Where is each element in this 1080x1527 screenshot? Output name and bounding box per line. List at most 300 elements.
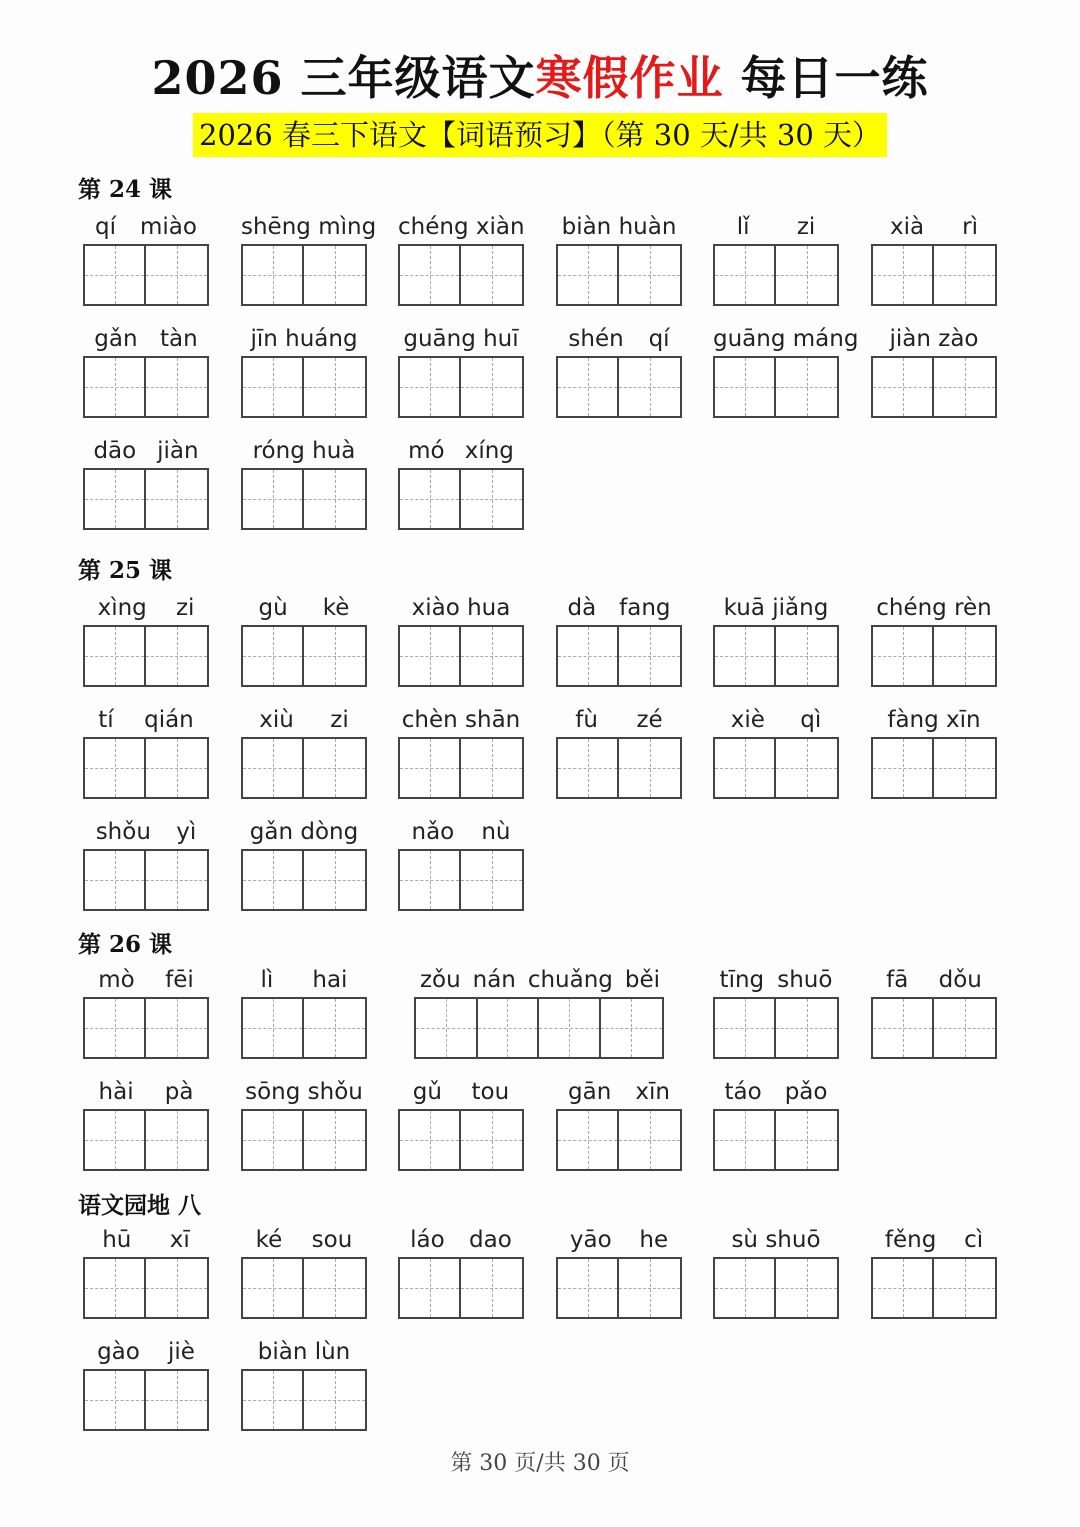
pinyin-syllable: fā bbox=[886, 967, 909, 993]
pinyin-label bbox=[871, 699, 997, 733]
pinyin-syllable: guāng máng bbox=[713, 326, 859, 352]
tianzige-cell[interactable] bbox=[243, 1371, 304, 1429]
tianzige-cell[interactable] bbox=[776, 1111, 837, 1169]
tianzige-cell[interactable] bbox=[601, 999, 662, 1057]
pinyin-syllable: gǎn dòng bbox=[249, 819, 359, 845]
pinyin-syllable: chuǎng bbox=[527, 967, 613, 993]
word-item bbox=[241, 1071, 367, 1105]
word-item bbox=[414, 959, 666, 993]
writing-grid[interactable] bbox=[83, 1257, 209, 1319]
pinyin-label bbox=[83, 206, 209, 240]
section-title: 第 24 课 bbox=[78, 176, 173, 203]
pinyin-label bbox=[241, 206, 377, 240]
tianzige-cell[interactable] bbox=[461, 1111, 522, 1169]
writing-grid[interactable] bbox=[556, 244, 682, 306]
tianzige-cell[interactable] bbox=[776, 1259, 837, 1317]
tianzige-cell[interactable] bbox=[400, 739, 461, 797]
pinyin-label bbox=[241, 1071, 367, 1105]
tianzige-cell[interactable] bbox=[146, 627, 207, 685]
page-title bbox=[0, 48, 1080, 108]
pinyin-label bbox=[83, 318, 209, 352]
pinyin-syllable: chèn shān bbox=[401, 707, 521, 733]
pinyin-syllable: chéng xiàn bbox=[398, 214, 525, 240]
word-item bbox=[241, 959, 367, 993]
tianzige-cell[interactable] bbox=[304, 358, 365, 416]
pinyin-label bbox=[398, 1219, 524, 1253]
pinyin-syllable: xiù bbox=[259, 707, 294, 733]
pinyin-syllable: qì bbox=[800, 707, 822, 733]
pinyin-label bbox=[871, 959, 997, 993]
tianzige-cell[interactable] bbox=[873, 1259, 934, 1317]
tianzige-cell[interactable] bbox=[619, 246, 680, 304]
tianzige-cell[interactable] bbox=[934, 246, 995, 304]
tianzige-cell[interactable] bbox=[243, 358, 304, 416]
pinyin-label bbox=[83, 1071, 209, 1105]
pinyin-syllable: guāng huī bbox=[403, 326, 519, 352]
tianzige-cell[interactable] bbox=[304, 246, 365, 304]
tianzige-cell[interactable] bbox=[539, 999, 601, 1057]
writing-grid[interactable] bbox=[83, 737, 209, 799]
pinyin-syllable: shuō bbox=[777, 967, 833, 993]
tianzige-cell[interactable] bbox=[243, 851, 304, 909]
tianzige-cell[interactable] bbox=[85, 851, 146, 909]
pinyin-syllable: dāo bbox=[93, 438, 137, 464]
writing-grid[interactable] bbox=[398, 1257, 524, 1319]
tianzige-cell[interactable] bbox=[776, 246, 837, 304]
writing-grid[interactable] bbox=[398, 1109, 524, 1171]
pinyin-syllable: biàn lùn bbox=[257, 1339, 351, 1365]
tianzige-cell[interactable] bbox=[146, 246, 207, 304]
tianzige-cell[interactable] bbox=[416, 999, 478, 1057]
writing-grid[interactable] bbox=[241, 1369, 367, 1431]
tianzige-cell[interactable] bbox=[304, 470, 365, 528]
writing-grid[interactable] bbox=[556, 1109, 682, 1171]
writing-grid[interactable] bbox=[556, 1257, 682, 1319]
pinyin-label bbox=[398, 206, 524, 240]
word-item bbox=[398, 1219, 524, 1253]
pinyin-syllable: tīng bbox=[719, 967, 765, 993]
pinyin-label bbox=[556, 1219, 682, 1253]
tianzige-cell[interactable] bbox=[715, 246, 776, 304]
tianzige-cell[interactable] bbox=[558, 358, 619, 416]
tianzige-cell[interactable] bbox=[461, 851, 522, 909]
pinyin-syllable: dao bbox=[469, 1227, 512, 1253]
writing-grid[interactable] bbox=[83, 1369, 209, 1431]
tianzige-cell[interactable] bbox=[619, 358, 680, 416]
pinyin-syllable: qián bbox=[144, 707, 194, 733]
pinyin-syllable: jiè bbox=[167, 1339, 195, 1365]
pinyin-syllable: qí bbox=[95, 214, 116, 240]
word-item bbox=[398, 318, 524, 352]
tianzige-cell[interactable] bbox=[146, 358, 207, 416]
writing-grid[interactable] bbox=[414, 997, 664, 1059]
word-item bbox=[556, 587, 682, 621]
tianzige-cell[interactable] bbox=[776, 358, 837, 416]
tianzige-cell[interactable] bbox=[146, 739, 207, 797]
writing-grid[interactable] bbox=[398, 625, 524, 687]
pinyin-syllable: hài bbox=[98, 1079, 134, 1105]
pinyin-syllable: xīn bbox=[635, 1079, 670, 1105]
writing-grid[interactable] bbox=[241, 737, 367, 799]
tianzige-cell[interactable] bbox=[461, 739, 522, 797]
writing-grid[interactable] bbox=[713, 244, 839, 306]
tianzige-cell[interactable] bbox=[934, 999, 995, 1057]
pinyin-label bbox=[241, 811, 367, 845]
writing-grid[interactable] bbox=[83, 1109, 209, 1171]
pinyin-syllable: rì bbox=[962, 214, 978, 240]
tianzige-cell[interactable] bbox=[304, 739, 365, 797]
pinyin-label bbox=[241, 1219, 367, 1253]
pinyin-label bbox=[556, 699, 682, 733]
pinyin-label bbox=[414, 959, 666, 993]
writing-grid[interactable] bbox=[83, 356, 209, 418]
pinyin-syllable: nǎo bbox=[411, 819, 455, 845]
word-item bbox=[83, 318, 209, 352]
word-item bbox=[871, 699, 997, 733]
writing-grid[interactable] bbox=[713, 1109, 839, 1171]
tianzige-cell[interactable] bbox=[85, 1371, 146, 1429]
word-item bbox=[83, 959, 209, 993]
writing-grid[interactable] bbox=[871, 997, 997, 1059]
pinyin-label bbox=[83, 430, 209, 464]
pinyin-syllable: xiào hua bbox=[411, 595, 511, 621]
pinyin-syllable: kuā jiǎng bbox=[723, 595, 829, 621]
tianzige-cell[interactable] bbox=[776, 739, 837, 797]
pinyin-label bbox=[83, 1331, 209, 1365]
word-item bbox=[398, 1071, 524, 1105]
word-item bbox=[713, 699, 839, 733]
tianzige-cell[interactable] bbox=[873, 999, 934, 1057]
pinyin-syllable: chéng rèn bbox=[876, 595, 992, 621]
tianzige-cell[interactable] bbox=[934, 358, 995, 416]
word-item bbox=[556, 1219, 682, 1253]
pinyin-syllable: dǒu bbox=[938, 967, 982, 993]
tianzige-cell[interactable] bbox=[243, 246, 304, 304]
tianzige-cell[interactable] bbox=[304, 999, 365, 1057]
pinyin-syllable: gù bbox=[258, 595, 288, 621]
tianzige-cell[interactable] bbox=[304, 851, 365, 909]
pinyin-syllable: yì bbox=[176, 819, 197, 845]
tianzige-cell[interactable] bbox=[146, 1111, 207, 1169]
word-item bbox=[713, 206, 839, 240]
pinyin-label bbox=[241, 1331, 367, 1365]
tianzige-cell[interactable] bbox=[85, 1111, 146, 1169]
writing-grid[interactable] bbox=[241, 1257, 367, 1319]
pinyin-syllable: qí bbox=[648, 326, 670, 352]
pinyin-label bbox=[871, 206, 997, 240]
tianzige-cell[interactable] bbox=[243, 1111, 304, 1169]
writing-grid[interactable] bbox=[398, 737, 524, 799]
writing-grid[interactable] bbox=[398, 849, 524, 911]
pinyin-syllable: biàn huàn bbox=[561, 214, 677, 240]
pinyin-syllable: xìng bbox=[97, 595, 147, 621]
writing-grid[interactable] bbox=[83, 849, 209, 911]
tianzige-cell[interactable] bbox=[619, 739, 680, 797]
tianzige-cell[interactable] bbox=[304, 1259, 365, 1317]
tianzige-cell[interactable] bbox=[873, 627, 934, 685]
pinyin-syllable: xiè bbox=[730, 707, 765, 733]
word-item bbox=[83, 1071, 209, 1105]
page-subtitle: 2026 春三下语文【词语预习】（第 30 天/共 30 天） bbox=[193, 113, 887, 157]
pinyin-syllable: cì bbox=[964, 1227, 984, 1253]
tianzige-cell[interactable] bbox=[461, 1259, 522, 1317]
writing-grid[interactable] bbox=[241, 468, 367, 530]
writing-grid[interactable] bbox=[556, 625, 682, 687]
tianzige-cell[interactable] bbox=[85, 739, 146, 797]
word-item bbox=[398, 206, 524, 240]
title-daily: 每日一练 bbox=[723, 51, 929, 105]
tianzige-cell[interactable] bbox=[558, 1259, 619, 1317]
writing-grid[interactable] bbox=[241, 849, 367, 911]
tianzige-cell[interactable] bbox=[873, 358, 934, 416]
word-item bbox=[713, 318, 859, 352]
tianzige-cell[interactable] bbox=[85, 470, 146, 528]
pinyin-syllable: miào bbox=[140, 214, 197, 240]
writing-grid[interactable] bbox=[83, 468, 209, 530]
pinyin-syllable: xī bbox=[169, 1227, 190, 1253]
word-item bbox=[871, 587, 997, 621]
tianzige-cell[interactable] bbox=[146, 1259, 207, 1317]
pinyin-syllable: sou bbox=[311, 1227, 353, 1253]
writing-grid[interactable] bbox=[713, 737, 839, 799]
tianzige-cell[interactable] bbox=[478, 999, 540, 1057]
writing-grid[interactable] bbox=[871, 737, 997, 799]
tianzige-cell[interactable] bbox=[400, 851, 461, 909]
tianzige-cell[interactable] bbox=[558, 627, 619, 685]
pinyin-label bbox=[398, 699, 524, 733]
tianzige-cell[interactable] bbox=[934, 627, 995, 685]
pinyin-syllable: nù bbox=[481, 819, 511, 845]
word-item bbox=[871, 318, 997, 352]
tianzige-cell[interactable] bbox=[461, 470, 522, 528]
pinyin-syllable: jīn huáng bbox=[250, 326, 358, 352]
pinyin-syllable: fěng bbox=[884, 1227, 937, 1253]
pinyin-syllable: sōng shǒu bbox=[245, 1079, 363, 1105]
pinyin-syllable: shén bbox=[568, 326, 624, 352]
tianzige-cell[interactable] bbox=[715, 627, 776, 685]
writing-grid[interactable] bbox=[241, 244, 367, 306]
writing-grid[interactable] bbox=[871, 356, 997, 418]
tianzige-cell[interactable] bbox=[146, 470, 207, 528]
word-item bbox=[398, 430, 524, 464]
tianzige-cell[interactable] bbox=[934, 739, 995, 797]
tianzige-cell[interactable] bbox=[873, 739, 934, 797]
tianzige-cell[interactable] bbox=[85, 627, 146, 685]
tianzige-cell[interactable] bbox=[85, 999, 146, 1057]
pinyin-syllable: fang bbox=[619, 595, 671, 621]
pinyin-syllable: láo bbox=[410, 1227, 445, 1253]
writing-grid[interactable] bbox=[241, 997, 367, 1059]
tianzige-cell[interactable] bbox=[243, 739, 304, 797]
tianzige-cell[interactable] bbox=[85, 246, 146, 304]
tianzige-cell[interactable] bbox=[619, 627, 680, 685]
pinyin-syllable: nán bbox=[472, 967, 516, 993]
word-item bbox=[556, 699, 682, 733]
writing-grid[interactable] bbox=[398, 244, 524, 306]
pinyin-label bbox=[241, 959, 367, 993]
tianzige-cell[interactable] bbox=[400, 358, 461, 416]
tianzige-cell[interactable] bbox=[85, 1259, 146, 1317]
tianzige-cell[interactable] bbox=[400, 1259, 461, 1317]
writing-grid[interactable] bbox=[556, 737, 682, 799]
writing-grid[interactable] bbox=[398, 468, 524, 530]
tianzige-cell[interactable] bbox=[400, 627, 461, 685]
pinyin-label bbox=[556, 1071, 682, 1105]
writing-grid[interactable] bbox=[398, 356, 524, 418]
pinyin-label bbox=[713, 1071, 839, 1105]
writing-grid[interactable] bbox=[83, 625, 209, 687]
writing-grid[interactable] bbox=[713, 625, 839, 687]
pinyin-syllable: kè bbox=[322, 595, 350, 621]
pinyin-label bbox=[713, 587, 839, 621]
word-item bbox=[241, 430, 367, 464]
pinyin-syllable: he bbox=[639, 1227, 669, 1253]
pinyin-syllable: tí bbox=[98, 707, 114, 733]
tianzige-cell[interactable] bbox=[715, 1259, 776, 1317]
writing-grid[interactable] bbox=[713, 356, 839, 418]
pinyin-syllable: táo bbox=[724, 1079, 762, 1105]
pinyin-label bbox=[871, 1219, 997, 1253]
pinyin-syllable: gǎn bbox=[94, 326, 138, 352]
pinyin-syllable: shǒu bbox=[95, 819, 151, 845]
pinyin-syllable: yāo bbox=[569, 1227, 612, 1253]
pinyin-label bbox=[871, 587, 997, 621]
word-item bbox=[241, 1219, 367, 1253]
word-item bbox=[241, 1331, 367, 1365]
writing-grid[interactable] bbox=[83, 244, 209, 306]
tianzige-cell[interactable] bbox=[243, 999, 304, 1057]
pinyin-label bbox=[241, 430, 367, 464]
word-item bbox=[83, 1331, 209, 1365]
tianzige-cell[interactable] bbox=[619, 1259, 680, 1317]
pinyin-label bbox=[398, 430, 524, 464]
pinyin-syllable: mó bbox=[408, 438, 445, 464]
writing-grid[interactable] bbox=[871, 244, 997, 306]
pinyin-label bbox=[398, 811, 524, 845]
writing-grid[interactable] bbox=[713, 1257, 839, 1319]
tianzige-cell[interactable] bbox=[715, 999, 776, 1057]
title-highlight: 寒假作业 bbox=[535, 51, 724, 105]
word-item bbox=[398, 699, 524, 733]
tianzige-cell[interactable] bbox=[715, 1111, 776, 1169]
tianzige-cell[interactable] bbox=[715, 739, 776, 797]
tianzige-cell[interactable] bbox=[85, 358, 146, 416]
pinyin-label bbox=[398, 587, 524, 621]
pinyin-label bbox=[713, 959, 839, 993]
writing-grid[interactable] bbox=[713, 997, 839, 1059]
tianzige-cell[interactable] bbox=[558, 1111, 619, 1169]
pinyin-syllable: zé bbox=[636, 707, 663, 733]
tianzige-cell[interactable] bbox=[558, 739, 619, 797]
pinyin-syllable: zi bbox=[330, 707, 349, 733]
word-item bbox=[241, 587, 367, 621]
word-item bbox=[556, 1071, 682, 1105]
word-item bbox=[398, 811, 524, 845]
word-item bbox=[83, 587, 209, 621]
pinyin-syllable: běi bbox=[624, 967, 660, 993]
pinyin-label bbox=[713, 206, 839, 240]
tianzige-cell[interactable] bbox=[461, 627, 522, 685]
pinyin-syllable: mò bbox=[98, 967, 135, 993]
writing-grid[interactable] bbox=[241, 625, 367, 687]
title-year-grade: 2026 三年级语文 bbox=[151, 51, 536, 105]
tianzige-cell[interactable] bbox=[304, 1371, 365, 1429]
pinyin-syllable: tàn bbox=[160, 326, 198, 352]
tianzige-cell[interactable] bbox=[146, 1371, 207, 1429]
tianzige-cell[interactable] bbox=[873, 246, 934, 304]
word-item bbox=[713, 959, 839, 993]
pinyin-label bbox=[398, 318, 524, 352]
word-item bbox=[556, 206, 682, 240]
pinyin-syllable: fù bbox=[575, 707, 598, 733]
tianzige-cell[interactable] bbox=[776, 999, 837, 1057]
word-item bbox=[83, 430, 209, 464]
writing-grid[interactable] bbox=[556, 356, 682, 418]
word-item bbox=[241, 318, 367, 352]
pinyin-syllable: xià bbox=[890, 214, 925, 240]
tianzige-cell[interactable] bbox=[146, 851, 207, 909]
tianzige-cell[interactable] bbox=[400, 246, 461, 304]
word-item bbox=[871, 1219, 997, 1253]
pinyin-label bbox=[713, 1219, 839, 1253]
tianzige-cell[interactable] bbox=[715, 358, 776, 416]
pinyin-syllable: gào bbox=[97, 1339, 140, 1365]
word-item bbox=[713, 1219, 839, 1253]
word-item bbox=[83, 811, 209, 845]
pinyin-syllable: dà bbox=[567, 595, 597, 621]
writing-grid[interactable] bbox=[83, 997, 209, 1059]
word-item bbox=[556, 318, 682, 352]
tianzige-cell[interactable] bbox=[243, 1259, 304, 1317]
pinyin-syllable: ké bbox=[255, 1227, 283, 1253]
pinyin-label bbox=[398, 1071, 524, 1105]
pinyin-syllable: gān bbox=[568, 1079, 612, 1105]
tianzige-cell[interactable] bbox=[243, 627, 304, 685]
pinyin-label bbox=[83, 811, 209, 845]
tianzige-cell[interactable] bbox=[304, 1111, 365, 1169]
word-item bbox=[713, 1071, 839, 1105]
writing-grid[interactable] bbox=[871, 625, 997, 687]
pinyin-label bbox=[241, 587, 367, 621]
writing-grid[interactable] bbox=[241, 1109, 367, 1171]
tianzige-cell[interactable] bbox=[243, 470, 304, 528]
pinyin-syllable: róng huà bbox=[252, 438, 356, 464]
pinyin-label bbox=[556, 587, 682, 621]
pinyin-label bbox=[83, 587, 209, 621]
pinyin-syllable: jiàn bbox=[157, 438, 199, 464]
pinyin-syllable: shēng mìng bbox=[241, 214, 377, 240]
pinyin-syllable: sù shuō bbox=[731, 1227, 821, 1253]
tianzige-cell[interactable] bbox=[461, 358, 522, 416]
tianzige-cell[interactable] bbox=[619, 1111, 680, 1169]
tianzige-cell[interactable] bbox=[400, 470, 461, 528]
tianzige-cell[interactable] bbox=[400, 1111, 461, 1169]
tianzige-cell[interactable] bbox=[558, 246, 619, 304]
word-item bbox=[241, 699, 367, 733]
pinyin-syllable: zi bbox=[175, 595, 195, 621]
word-item bbox=[241, 206, 377, 240]
tianzige-cell[interactable] bbox=[934, 1259, 995, 1317]
tianzige-cell[interactable] bbox=[304, 627, 365, 685]
pinyin-syllable: fàng xīn bbox=[887, 707, 981, 733]
writing-grid[interactable] bbox=[241, 356, 367, 418]
writing-grid[interactable] bbox=[871, 1257, 997, 1319]
tianzige-cell[interactable] bbox=[776, 627, 837, 685]
pinyin-syllable: fēi bbox=[165, 967, 194, 993]
page-footer: 第 30 页/共 30 页 bbox=[450, 1451, 630, 1476]
tianzige-cell[interactable] bbox=[461, 246, 522, 304]
tianzige-cell[interactable] bbox=[146, 999, 207, 1057]
